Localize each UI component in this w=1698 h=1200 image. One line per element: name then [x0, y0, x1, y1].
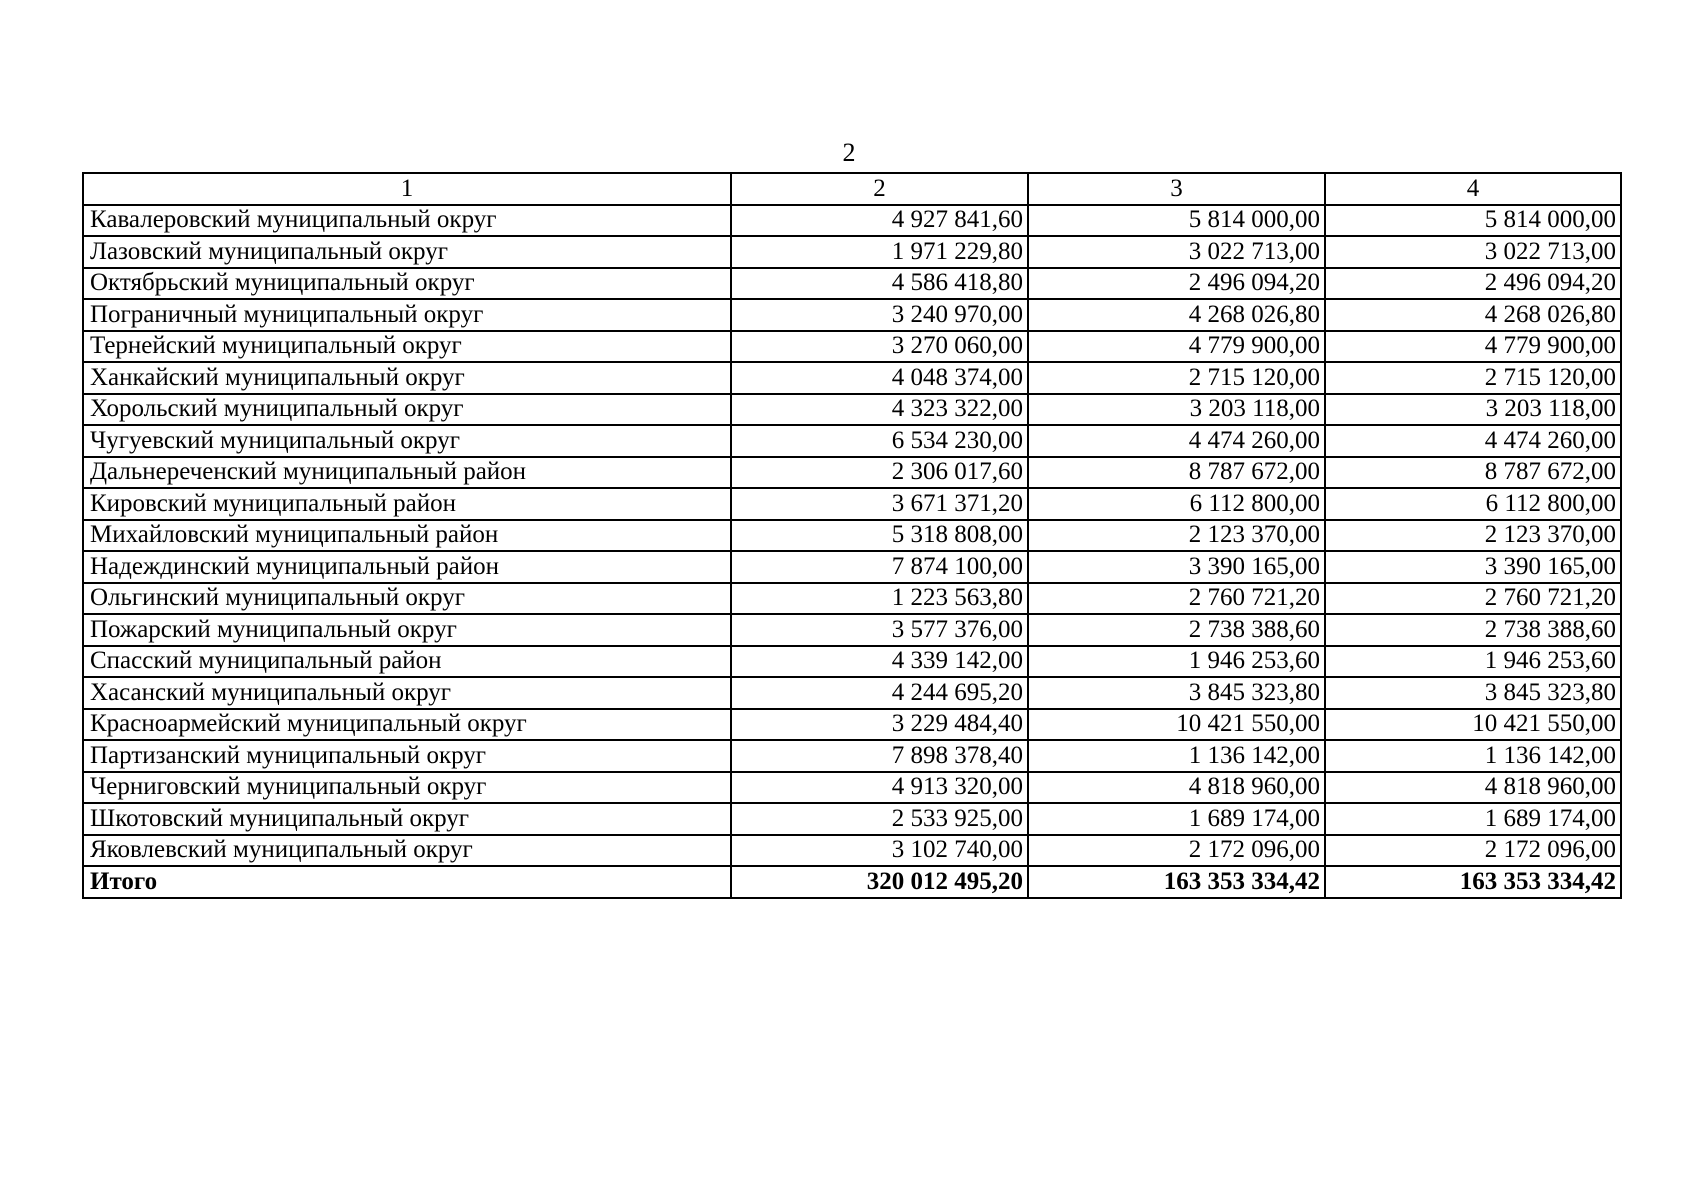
row-value-cell: 4 779 900,00	[1028, 331, 1325, 363]
total-value-cell: 163 353 334,42	[1325, 866, 1621, 898]
row-value-cell: 4 323 322,00	[731, 394, 1028, 426]
table-row	[83, 425, 1621, 457]
row-value-cell: 2 760 721,20	[1325, 583, 1621, 615]
header-col-4: 4	[1325, 173, 1621, 205]
row-value-cell: 3 102 740,00	[731, 835, 1028, 867]
row-name-cell: Черниговский муниципальный округ	[83, 772, 731, 804]
row-name-cell: Хасанский муниципальный округ	[83, 677, 731, 709]
header-col-1: 1	[83, 173, 731, 205]
row-value-cell: 5 814 000,00	[1325, 205, 1621, 237]
table-row	[83, 772, 1621, 804]
row-value-cell: 4 779 900,00	[1325, 331, 1621, 363]
row-value-cell: 4 244 695,20	[731, 677, 1028, 709]
table-row	[83, 299, 1621, 331]
row-value-cell: 2 715 120,00	[1325, 362, 1621, 394]
row-value-cell: 3 203 118,00	[1028, 394, 1325, 426]
row-name-cell: Шкотовский муниципальный округ	[83, 803, 731, 835]
row-value-cell: 1 946 253,60	[1325, 646, 1621, 678]
row-value-cell: 3 240 970,00	[731, 299, 1028, 331]
total-label-cell: Итого	[83, 866, 731, 898]
table-row	[83, 614, 1621, 646]
row-value-cell: 3 577 376,00	[731, 614, 1028, 646]
row-value-cell: 4 818 960,00	[1028, 772, 1325, 804]
row-value-cell: 3 022 713,00	[1028, 236, 1325, 268]
row-value-cell: 4 339 142,00	[731, 646, 1028, 678]
row-name-cell: Яковлевский муниципальный округ	[83, 835, 731, 867]
row-value-cell: 4 586 418,80	[731, 268, 1028, 300]
row-value-cell: 10 421 550,00	[1028, 709, 1325, 741]
table-row	[83, 394, 1621, 426]
row-name-cell: Спасский муниципальный район	[83, 646, 731, 678]
table-row	[83, 457, 1621, 489]
row-name-cell: Хорольский муниципальный округ	[83, 394, 731, 426]
row-value-cell: 1 223 563,80	[731, 583, 1028, 615]
row-value-cell: 2 738 388,60	[1325, 614, 1621, 646]
row-value-cell: 4 927 841,60	[731, 205, 1028, 237]
row-value-cell: 3 390 165,00	[1325, 551, 1621, 583]
row-value-cell: 3 390 165,00	[1028, 551, 1325, 583]
table-body	[83, 205, 1621, 898]
row-value-cell: 8 787 672,00	[1325, 457, 1621, 489]
row-name-cell: Кировский муниципальный район	[83, 488, 731, 520]
header-col-2: 2	[731, 173, 1028, 205]
row-name-cell: Пограничный муниципальный округ	[83, 299, 731, 331]
row-name-cell: Красноармейский муниципальный округ	[83, 709, 731, 741]
row-value-cell: 4 913 320,00	[731, 772, 1028, 804]
table-row	[83, 803, 1621, 835]
row-name-cell: Лазовский муниципальный округ	[83, 236, 731, 268]
row-value-cell: 1 136 142,00	[1325, 740, 1621, 772]
row-value-cell: 5 814 000,00	[1028, 205, 1325, 237]
allocation-table	[82, 172, 1622, 899]
total-value-cell: 163 353 334,42	[1028, 866, 1325, 898]
row-value-cell: 6 534 230,00	[731, 425, 1028, 457]
row-name-cell: Партизанский муниципальный округ	[83, 740, 731, 772]
row-value-cell: 2 172 096,00	[1028, 835, 1325, 867]
row-value-cell: 10 421 550,00	[1325, 709, 1621, 741]
table-row	[83, 646, 1621, 678]
header-row	[83, 173, 1621, 205]
table-row	[83, 205, 1621, 237]
row-value-cell: 2 172 096,00	[1325, 835, 1621, 867]
table-row	[83, 551, 1621, 583]
row-value-cell: 6 112 800,00	[1325, 488, 1621, 520]
row-name-cell: Ольгинский муниципальный округ	[83, 583, 731, 615]
row-name-cell: Чугуевский муниципальный округ	[83, 425, 731, 457]
row-value-cell: 2 496 094,20	[1325, 268, 1621, 300]
row-name-cell: Тернейский муниципальный округ	[83, 331, 731, 363]
row-value-cell: 1 971 229,80	[731, 236, 1028, 268]
table-row	[83, 740, 1621, 772]
row-name-cell: Надеждинский муниципальный район	[83, 551, 731, 583]
table-row	[83, 709, 1621, 741]
header-col-3: 3	[1028, 173, 1325, 205]
row-value-cell: 3 845 323,80	[1325, 677, 1621, 709]
table-row	[83, 268, 1621, 300]
page-number: 2	[842, 138, 856, 167]
row-value-cell: 2 715 120,00	[1028, 362, 1325, 394]
row-value-cell: 3 229 484,40	[731, 709, 1028, 741]
table-row	[83, 362, 1621, 394]
row-value-cell: 6 112 800,00	[1028, 488, 1325, 520]
total-row	[83, 866, 1621, 898]
row-value-cell: 5 318 808,00	[731, 520, 1028, 552]
row-value-cell: 2 738 388,60	[1028, 614, 1325, 646]
row-name-cell: Михайловский муниципальный район	[83, 520, 731, 552]
row-value-cell: 2 760 721,20	[1028, 583, 1325, 615]
row-value-cell: 2 123 370,00	[1325, 520, 1621, 552]
row-value-cell: 7 898 378,40	[731, 740, 1028, 772]
row-value-cell: 4 268 026,80	[1028, 299, 1325, 331]
row-name-cell: Дальнереченский муниципальный район	[83, 457, 731, 489]
row-value-cell: 2 123 370,00	[1028, 520, 1325, 552]
table-row	[83, 488, 1621, 520]
row-value-cell: 8 787 672,00	[1028, 457, 1325, 489]
row-value-cell: 3 203 118,00	[1325, 394, 1621, 426]
row-value-cell: 1 689 174,00	[1028, 803, 1325, 835]
row-value-cell: 4 268 026,80	[1325, 299, 1621, 331]
table-row	[83, 331, 1621, 363]
row-value-cell: 1 946 253,60	[1028, 646, 1325, 678]
table-row	[83, 835, 1621, 867]
table-row	[83, 583, 1621, 615]
row-value-cell: 4 048 374,00	[731, 362, 1028, 394]
row-value-cell: 4 474 260,00	[1028, 425, 1325, 457]
table-row	[83, 236, 1621, 268]
total-value-cell: 320 012 495,20	[731, 866, 1028, 898]
row-name-cell: Октябрьский муниципальный округ	[83, 268, 731, 300]
row-value-cell: 4 474 260,00	[1325, 425, 1621, 457]
row-value-cell: 3 270 060,00	[731, 331, 1028, 363]
row-value-cell: 3 845 323,80	[1028, 677, 1325, 709]
row-value-cell: 1 136 142,00	[1028, 740, 1325, 772]
row-value-cell: 3 022 713,00	[1325, 236, 1621, 268]
row-value-cell: 7 874 100,00	[731, 551, 1028, 583]
row-value-cell: 2 533 925,00	[731, 803, 1028, 835]
row-name-cell: Кавалеровский муниципальный округ	[83, 205, 731, 237]
row-value-cell: 3 671 371,20	[731, 488, 1028, 520]
row-value-cell: 2 306 017,60	[731, 457, 1028, 489]
row-name-cell: Пожарский муниципальный округ	[83, 614, 731, 646]
row-value-cell: 4 818 960,00	[1325, 772, 1621, 804]
row-name-cell: Ханкайский муниципальный округ	[83, 362, 731, 394]
table-row	[83, 520, 1621, 552]
row-value-cell: 2 496 094,20	[1028, 268, 1325, 300]
row-value-cell: 1 689 174,00	[1325, 803, 1621, 835]
table-row	[83, 677, 1621, 709]
